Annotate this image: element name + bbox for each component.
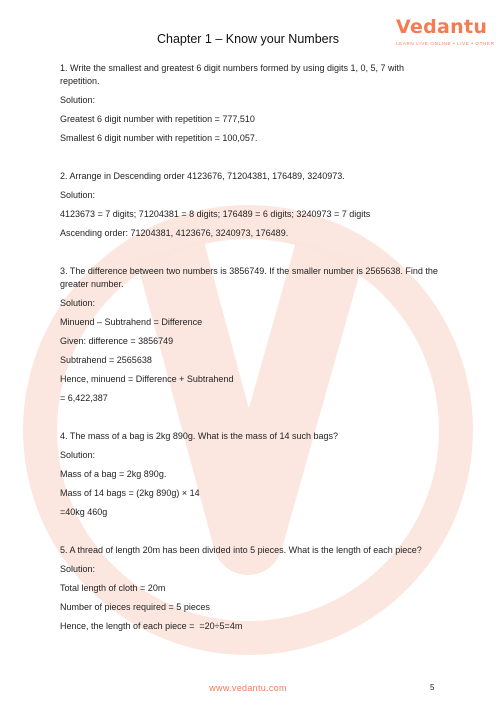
solution-line: = 6,422,387: [60, 393, 108, 403]
question-4-text: 4. The mass of a bag is 2kg 890g. What is the mass of 14 such bags?: [60, 431, 338, 441]
solution-line: Mass of 14 bags = (2kg 890g) × 14: [60, 488, 200, 498]
solution-line: =40kg 460g: [60, 507, 108, 517]
solution-line: Ascending order: 71204381, 4123676, 3240973, 176489.: [60, 228, 289, 238]
logo-tagline: LEARN LIVE ONLINE • LIVE • OTHER: [396, 41, 495, 46]
question-5-text: 5. A thread of length 20m has been divided into 5 pieces. What is the length of each piece?: [60, 545, 422, 555]
question-1-text: 1. Write the smallest and greatest 6 digit numbers formed by using digits 1, 0, 5, 7 with repetition.: [60, 63, 405, 86]
solution-line: Greatest 6 digit number with repetition = 777,510: [60, 114, 255, 124]
solution-label: Solution:: [60, 95, 96, 105]
solution-line: Total length of cloth = 20m: [60, 583, 166, 593]
solution-line: Hence, the length of each piece = =20÷5=4m: [60, 621, 243, 631]
question-2-text: 2. Arrange in Descending order 4123676, 71204381, 176489, 3240973.: [60, 171, 345, 181]
solution-line: Smallest 6 digit number with repetition = 100,057.: [60, 133, 258, 143]
footer-website-link[interactable]: www.vedantu.com: [209, 683, 287, 693]
question-3-text: 3. The difference between two numbers is 3856749. If the smaller number is 2565638. Find the greater number.: [60, 266, 438, 289]
solution-line: Hence, minuend = Difference + Subtrahend: [60, 374, 234, 384]
solution-line: 4123673 = 7 digits; 71204381 = 8 digits; 176489 = 6 digits; 3240973 = 7 digits: [60, 209, 371, 219]
page-title: Chapter 1 – Know your Numbers: [156, 32, 340, 46]
solution-label: Solution:: [60, 298, 96, 308]
solution-label: Solution:: [60, 190, 96, 200]
logo-wordmark: Vedantu: [396, 16, 488, 38]
solution-line: Minuend – Subtrahend = Difference: [60, 317, 203, 327]
solution-line: Mass of a bag = 2kg 890g.: [60, 469, 167, 479]
solution-label: Solution:: [60, 450, 96, 460]
solution-line: Given: difference = 3856749: [60, 336, 174, 346]
solution-line: Number of pieces required = 5 pieces: [60, 602, 210, 612]
solution-label: Solution:: [60, 564, 96, 574]
page-number: 5: [430, 683, 435, 692]
solution-line: Subtrahend = 2565638: [60, 355, 152, 365]
